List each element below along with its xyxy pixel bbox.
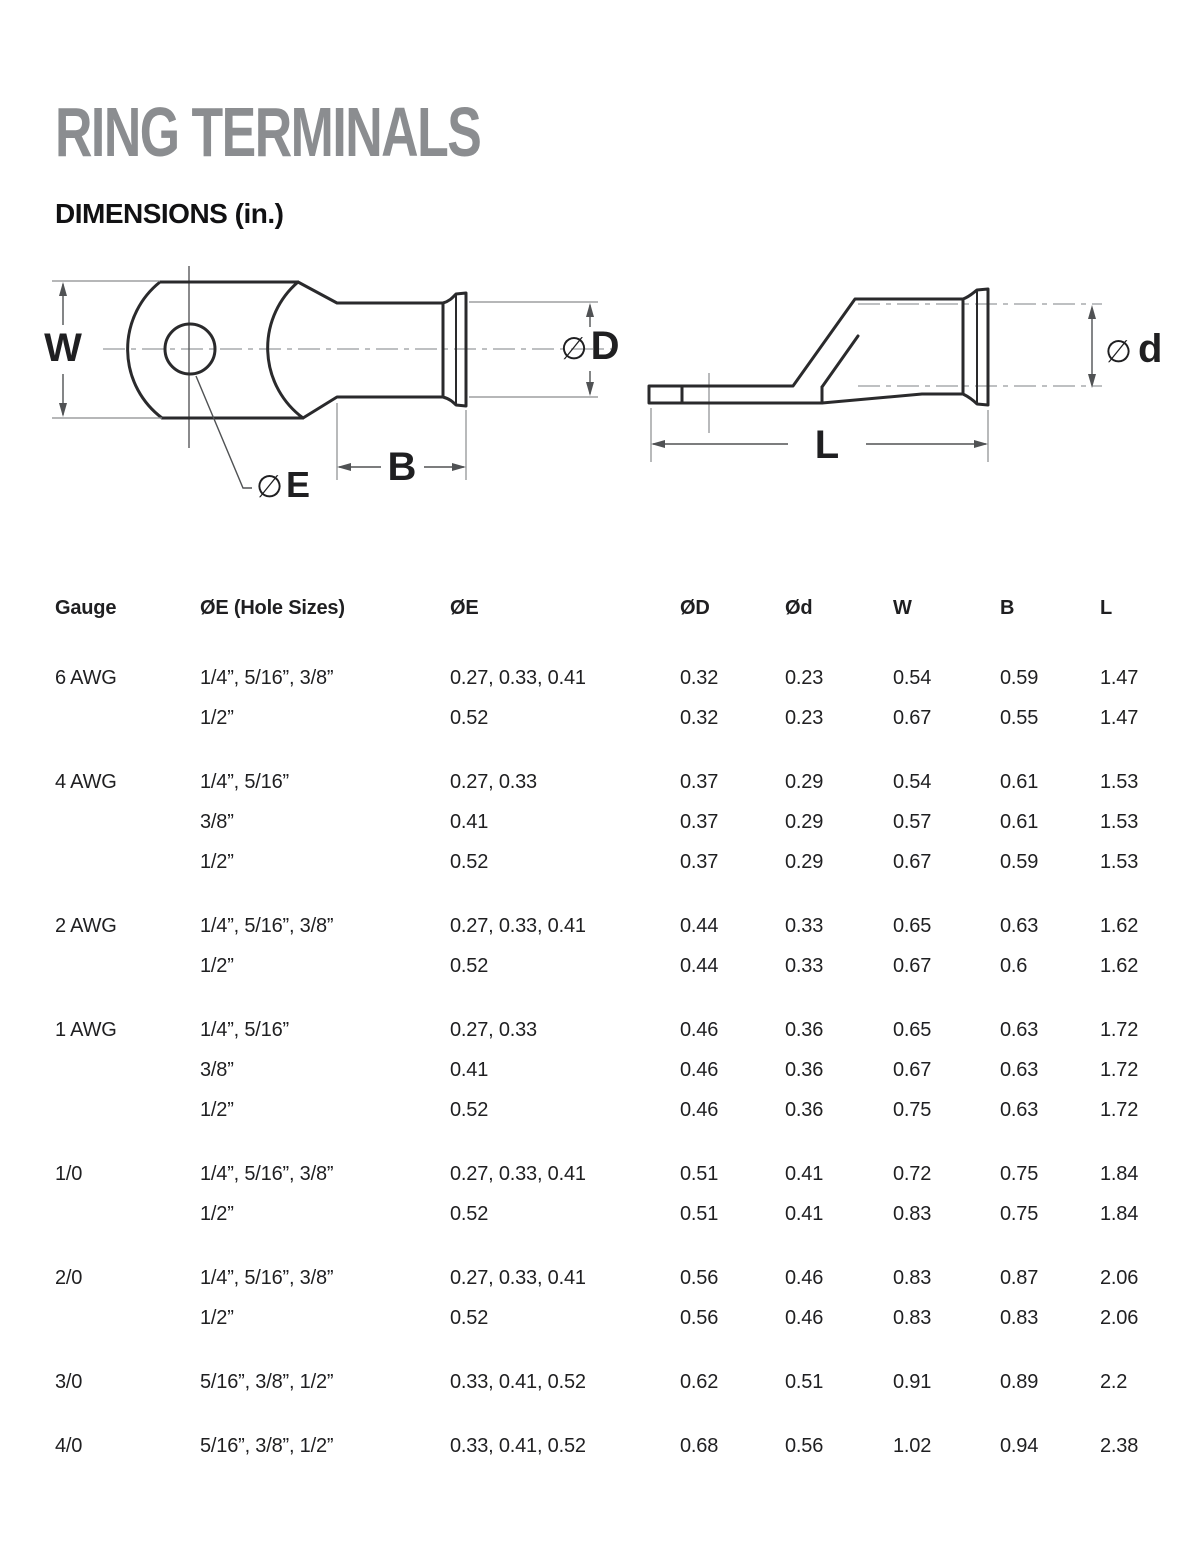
table-row xyxy=(55,1010,1165,1050)
arrow-right xyxy=(452,463,466,471)
cell-gauge: 2 AWG xyxy=(55,915,117,937)
b-label: B xyxy=(387,445,417,489)
cell-od-small: 0.23 xyxy=(785,667,824,689)
cell-w: 0.91 xyxy=(893,1371,932,1393)
cell-l: 1.72 xyxy=(1100,1059,1139,1081)
cell-od: 0.68 xyxy=(680,1435,719,1457)
cell-holes: 1/2” xyxy=(200,1203,234,1225)
arrow-left xyxy=(337,463,351,471)
table-row xyxy=(55,1154,1165,1194)
cell-oe: 0.27, 0.33, 0.41 xyxy=(450,667,586,689)
cell-b: 0.75 xyxy=(1000,1203,1039,1225)
cell-l: 2.06 xyxy=(1100,1267,1139,1289)
cell-l: 1.62 xyxy=(1100,955,1139,977)
column-header-od-small: Ød xyxy=(785,597,813,619)
cell-b: 0.63 xyxy=(1000,1099,1039,1121)
cell-b: 0.63 xyxy=(1000,1019,1039,1041)
cell-oe: 0.27, 0.33, 0.41 xyxy=(450,915,586,937)
cell-w: 1.02 xyxy=(893,1435,932,1457)
cell-od: 0.56 xyxy=(680,1307,719,1329)
cell-holes: 1/2” xyxy=(200,1099,234,1121)
cell-od: 0.46 xyxy=(680,1019,719,1041)
cell-od-small: 0.23 xyxy=(785,707,824,729)
section-title: DIMENSIONS (in.) xyxy=(55,198,284,229)
cell-w: 0.65 xyxy=(893,1019,932,1041)
cell-od-small: 0.29 xyxy=(785,811,824,833)
cell-holes: 1/2” xyxy=(200,851,234,873)
cell-l: 1.84 xyxy=(1100,1163,1139,1185)
cell-holes: 1/4”, 5/16”, 3/8” xyxy=(200,1163,334,1185)
cell-b: 0.94 xyxy=(1000,1435,1039,1457)
arrow-down xyxy=(586,382,594,396)
cell-od: 0.37 xyxy=(680,851,719,873)
cell-oe: 0.52 xyxy=(450,707,489,729)
cell-w: 0.83 xyxy=(893,1203,932,1225)
table-row xyxy=(55,1194,1165,1234)
cell-oe: 0.41 xyxy=(450,1059,489,1081)
table-row xyxy=(55,762,1165,802)
column-header-gauge: Gauge xyxy=(55,597,117,619)
cell-holes: 1/4”, 5/16”, 3/8” xyxy=(200,667,334,689)
cell-w: 0.72 xyxy=(893,1163,932,1185)
cell-l: 1.62 xyxy=(1100,915,1139,937)
cell-holes: 3/8” xyxy=(200,811,234,833)
cell-oe: 0.41 xyxy=(450,811,489,833)
cell-od-small: 0.36 xyxy=(785,1019,824,1041)
table-row xyxy=(55,1298,1165,1338)
cell-oe: 0.52 xyxy=(450,851,489,873)
arrow-up xyxy=(59,282,67,296)
cell-b: 0.6 xyxy=(1000,955,1028,977)
page-title: RING TERMINALS xyxy=(55,93,481,171)
inner-slant-line xyxy=(822,336,858,387)
cell-od: 0.46 xyxy=(680,1099,719,1121)
cell-od: 0.62 xyxy=(680,1371,719,1393)
bore-centerlines xyxy=(858,304,1102,386)
cell-b: 0.87 xyxy=(1000,1267,1039,1289)
cell-holes: 1/2” xyxy=(200,955,234,977)
cell-b: 0.59 xyxy=(1000,851,1039,873)
cell-od-small: 0.41 xyxy=(785,1203,824,1225)
d-lower-label: ∅ d xyxy=(1105,327,1163,371)
cell-od: 0.32 xyxy=(680,707,719,729)
cell-oe: 0.27, 0.33 xyxy=(450,1019,537,1041)
cell-oe: 0.33, 0.41, 0.52 xyxy=(450,1435,586,1457)
cell-od-small: 0.41 xyxy=(785,1163,824,1185)
cell-b: 0.59 xyxy=(1000,667,1039,689)
cell-w: 0.83 xyxy=(893,1267,932,1289)
column-header-oe: ØE xyxy=(450,597,479,619)
arrow-up xyxy=(1088,305,1096,319)
cell-b: 0.89 xyxy=(1000,1371,1039,1393)
cell-od: 0.37 xyxy=(680,771,719,793)
cell-oe: 0.52 xyxy=(450,955,489,977)
cell-holes: 1/4”, 5/16”, 3/8” xyxy=(200,915,334,937)
cell-w: 0.57 xyxy=(893,811,932,833)
column-header-l: L xyxy=(1100,597,1113,619)
cell-b: 0.55 xyxy=(1000,707,1039,729)
cell-l: 1.53 xyxy=(1100,851,1139,873)
cell-gauge: 2/0 xyxy=(55,1267,83,1289)
cell-oe: 0.27, 0.33 xyxy=(450,771,537,793)
cell-gauge: 4 AWG xyxy=(55,771,117,793)
table-row xyxy=(55,906,1165,946)
cell-od-small: 0.33 xyxy=(785,915,824,937)
table-row xyxy=(55,1362,1165,1402)
cell-l: 2.2 xyxy=(1100,1371,1128,1393)
cell-w: 0.83 xyxy=(893,1307,932,1329)
cell-gauge: 3/0 xyxy=(55,1371,83,1393)
cell-oe: 0.52 xyxy=(450,1099,489,1121)
cell-od-small: 0.56 xyxy=(785,1435,824,1457)
cell-w: 0.67 xyxy=(893,1059,932,1081)
cell-od-small: 0.36 xyxy=(785,1059,824,1081)
cell-w: 0.54 xyxy=(893,771,932,793)
cell-l: 1.47 xyxy=(1100,707,1139,729)
cell-l: 1.84 xyxy=(1100,1203,1139,1225)
e-leader-line xyxy=(196,376,252,488)
column-header-hole-sizes: ØE (Hole Sizes) xyxy=(200,597,345,619)
cell-gauge: 6 AWG xyxy=(55,667,117,689)
cell-l: 1.47 xyxy=(1100,667,1139,689)
dimensions-table xyxy=(55,588,1165,1466)
top-view-drawing xyxy=(44,266,619,505)
cell-od-small: 0.51 xyxy=(785,1371,824,1393)
table-row xyxy=(55,802,1165,842)
cell-od-small: 0.33 xyxy=(785,955,824,977)
cell-b: 0.61 xyxy=(1000,811,1039,833)
column-header-od: ØD xyxy=(680,597,710,619)
cell-holes: 1/2” xyxy=(200,707,234,729)
cell-holes: 5/16”, 3/8”, 1/2” xyxy=(200,1371,334,1393)
cell-holes: 3/8” xyxy=(200,1059,234,1081)
cell-oe: 0.33, 0.41, 0.52 xyxy=(450,1371,586,1393)
arrow-left xyxy=(651,440,665,448)
table-row xyxy=(55,1426,1165,1466)
cell-od-small: 0.36 xyxy=(785,1099,824,1121)
cell-holes: 5/16”, 3/8”, 1/2” xyxy=(200,1435,334,1457)
cell-od: 0.44 xyxy=(680,915,719,937)
table-row xyxy=(55,658,1165,698)
terminal-body-outline xyxy=(128,282,466,418)
cell-oe: 0.52 xyxy=(450,1203,489,1225)
cell-l: 1.53 xyxy=(1100,811,1139,833)
cell-b: 0.61 xyxy=(1000,771,1039,793)
column-header-b: B xyxy=(1000,597,1015,619)
cell-b: 0.83 xyxy=(1000,1307,1039,1329)
cell-od-small: 0.29 xyxy=(785,851,824,873)
cell-od-small: 0.46 xyxy=(785,1307,824,1329)
cell-od: 0.32 xyxy=(680,667,719,689)
cell-l: 2.38 xyxy=(1100,1435,1139,1457)
cell-gauge: 4/0 xyxy=(55,1435,83,1457)
inner-crescent-line xyxy=(268,282,303,418)
cell-holes: 1/4”, 5/16” xyxy=(200,1019,289,1041)
cell-gauge: 1 AWG xyxy=(55,1019,117,1041)
cell-od: 0.44 xyxy=(680,955,719,977)
cell-b: 0.63 xyxy=(1000,1059,1039,1081)
cell-w: 0.67 xyxy=(893,707,932,729)
cell-od: 0.51 xyxy=(680,1203,719,1225)
terminal-side-outline xyxy=(649,289,988,405)
table-row xyxy=(55,946,1165,986)
cell-b: 0.63 xyxy=(1000,915,1039,937)
cell-l: 1.72 xyxy=(1100,1019,1139,1041)
ring-terminal-diagrams xyxy=(0,240,1200,540)
cell-w: 0.67 xyxy=(893,851,932,873)
cell-b: 0.75 xyxy=(1000,1163,1039,1185)
table-row xyxy=(55,1050,1165,1090)
cell-l: 1.53 xyxy=(1100,771,1139,793)
cell-oe: 0.27, 0.33, 0.41 xyxy=(450,1163,586,1185)
cell-od-small: 0.46 xyxy=(785,1267,824,1289)
column-header-w: W xyxy=(893,597,912,619)
cell-w: 0.54 xyxy=(893,667,932,689)
cell-od-small: 0.29 xyxy=(785,771,824,793)
cell-w: 0.65 xyxy=(893,915,932,937)
table-row xyxy=(55,698,1165,738)
arrow-down xyxy=(59,403,67,417)
d-upper-label: ∅D xyxy=(560,324,620,368)
cell-od: 0.56 xyxy=(680,1267,719,1289)
arrow-right xyxy=(974,440,988,448)
w-label: W xyxy=(44,326,82,370)
cell-gauge: 1/0 xyxy=(55,1163,83,1185)
cell-w: 0.75 xyxy=(893,1099,932,1121)
cell-holes: 1/4”, 5/16” xyxy=(200,771,289,793)
cell-l: 1.72 xyxy=(1100,1099,1139,1121)
table-row xyxy=(55,842,1165,882)
cell-l: 2.06 xyxy=(1100,1307,1139,1329)
cell-holes: 1/2” xyxy=(200,1307,234,1329)
cell-oe: 0.52 xyxy=(450,1307,489,1329)
table-row xyxy=(55,1090,1165,1130)
side-view-drawing xyxy=(649,289,1162,467)
table-header-row xyxy=(55,588,1165,628)
cell-od: 0.46 xyxy=(680,1059,719,1081)
cell-od: 0.51 xyxy=(680,1163,719,1185)
cell-oe: 0.27, 0.33, 0.41 xyxy=(450,1267,586,1289)
e-label: ∅E xyxy=(256,464,311,505)
cell-w: 0.67 xyxy=(893,955,932,977)
table-row xyxy=(55,1258,1165,1298)
cell-od: 0.37 xyxy=(680,811,719,833)
l-label: L xyxy=(814,423,840,467)
arrow-up xyxy=(586,303,594,317)
cell-holes: 1/4”, 5/16”, 3/8” xyxy=(200,1267,334,1289)
